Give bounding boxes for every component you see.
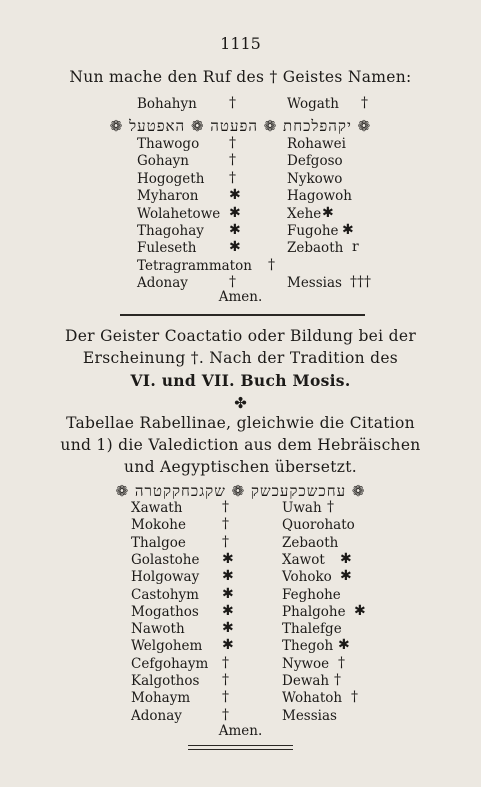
name-left: Kalgothos	[131, 673, 200, 689]
name-left: Tetragrammaton	[137, 257, 252, 274]
section2-line3: VI. und VII. Buch Mosis.	[130, 371, 351, 390]
section2-line2: Erscheinung †. Nach der Tradition des	[82, 349, 399, 367]
symbol-icon: ✱	[340, 568, 352, 585]
name-right: Phalgohe	[282, 603, 346, 620]
symbol-icon: ✱	[222, 568, 234, 585]
name-right: Wohatoh	[282, 690, 343, 707]
symbol-icon: ✱	[354, 602, 366, 619]
section1-amen: Amen.	[218, 289, 263, 305]
name-right: Messias	[287, 275, 342, 292]
name-left: Xawath	[131, 500, 183, 516]
symbol-icon: †	[351, 689, 358, 706]
section3-line1: Tabellae Rabellinae, gleichwie die Citation	[66, 414, 415, 432]
name-left: Gohayn	[137, 153, 189, 170]
name-right: Feghohe	[282, 586, 341, 603]
section3-line2: und 1) die Valediction aus dem Hebräischen	[60, 436, 421, 454]
symbol-icon: †	[229, 152, 236, 169]
name-right: Vohoko	[282, 569, 332, 586]
name-right: Xawot	[282, 551, 325, 568]
section3-line3: und Aegyptischen übersetzt.	[124, 458, 357, 476]
name-left: Fuleseth	[137, 240, 197, 257]
symbol-icon: †	[222, 706, 229, 723]
name-right: Nykowo	[287, 170, 343, 187]
section3-amen: Amen.	[218, 723, 263, 739]
symbol-icon: ✱	[342, 222, 354, 238]
symbol-icon: ✱	[222, 620, 234, 637]
cross-icon: †	[361, 95, 368, 111]
symbol-icon: †	[229, 169, 236, 186]
name-left: Thalgoe	[131, 534, 186, 551]
symbol-icon: †	[222, 672, 229, 688]
name-right: Rohawei	[287, 136, 346, 152]
symbol-icon: †	[327, 499, 334, 515]
name-right: Hagowoh	[287, 188, 352, 205]
symbol-icon: †	[222, 516, 229, 533]
name-left: Nawoth	[131, 621, 185, 638]
symbol-icon: †††	[350, 274, 371, 291]
symbol-icon: †	[222, 499, 229, 515]
name-left: Hogogeth	[137, 170, 205, 187]
end-rule	[188, 745, 293, 750]
name-left: Mohaym	[131, 690, 191, 707]
name-left: Cefgohaym	[131, 655, 209, 672]
name-right: Quorohato	[282, 517, 355, 534]
symbol-icon: ✱	[229, 204, 241, 221]
symbol-icon: ✱	[340, 550, 352, 567]
page-number: 1115	[220, 34, 261, 53]
name-right: Wogath	[287, 96, 339, 112]
name-left: Thawogo	[137, 136, 200, 152]
symbol-icon: ✱	[222, 602, 234, 619]
name-right: Messias	[282, 707, 337, 724]
hebrew-line: ❁ עחכשכקעכשק ❁ שקגכחקקטרה ❁	[115, 482, 366, 500]
symbol-icon: ✱	[229, 239, 241, 256]
symbol-icon: ✱	[322, 204, 334, 221]
name-left: Welgohem	[131, 638, 203, 655]
symbol-icon: †	[222, 654, 229, 671]
name-left: Wolahetowe	[137, 205, 221, 222]
divider-rule	[120, 314, 365, 316]
symbol-icon: †	[229, 274, 236, 291]
section2-line1: Der Geister Coactatio oder Bildung bei der	[64, 327, 417, 345]
symbol-icon: †	[222, 689, 229, 706]
name-left: Mokohe	[131, 517, 186, 534]
name-right: Thegoh	[282, 638, 334, 655]
symbol-icon: †	[268, 256, 275, 273]
name-left: Golastohe	[131, 551, 200, 568]
name-right: Fugohe	[287, 223, 339, 239]
name-right: Nywoe	[282, 655, 330, 672]
symbol-icon: ✱	[222, 550, 234, 567]
name-right: Defgoso	[287, 153, 343, 170]
symbol-icon: †	[334, 672, 341, 688]
symbol-icon: r	[352, 239, 359, 256]
name-left: Thagohay	[137, 223, 204, 239]
hebrew-line: ❁ יקהפלכחת ❁ הפעטה ❁ האפטעל ❁	[109, 117, 372, 135]
name-right: Zebaoth	[282, 534, 339, 551]
symbol-icon: ✱	[229, 187, 241, 204]
symbol-icon: ✱	[229, 222, 241, 238]
name-right: Thalefge	[282, 621, 342, 638]
symbol-icon: †	[229, 135, 236, 151]
name-left: Castohym	[131, 586, 199, 603]
symbol-icon: †	[222, 533, 229, 550]
name-left: Bohahyn	[137, 96, 197, 112]
symbol-icon: ✱	[222, 637, 234, 654]
name-right: Uwah	[282, 500, 322, 516]
name-left: Mogathos	[131, 603, 199, 620]
name-left: Adonay	[131, 707, 182, 724]
name-left: Holgoway	[131, 569, 200, 586]
name-left: Myharon	[137, 188, 199, 205]
section1-heading: Nun mache den Ruf des † Geistes Namen:	[69, 68, 412, 86]
name-right: Zebaoth	[287, 240, 344, 257]
name-right: Dewah	[282, 673, 330, 689]
symbol-icon: ✱	[222, 585, 234, 602]
name-left: Adonay	[137, 275, 188, 292]
cross-icon: †	[229, 95, 236, 111]
symbol-icon: ✱	[338, 637, 350, 654]
symbol-icon: †	[338, 654, 345, 671]
name-right: Xehe	[287, 205, 322, 222]
ornament-icon: ✤	[234, 394, 247, 412]
